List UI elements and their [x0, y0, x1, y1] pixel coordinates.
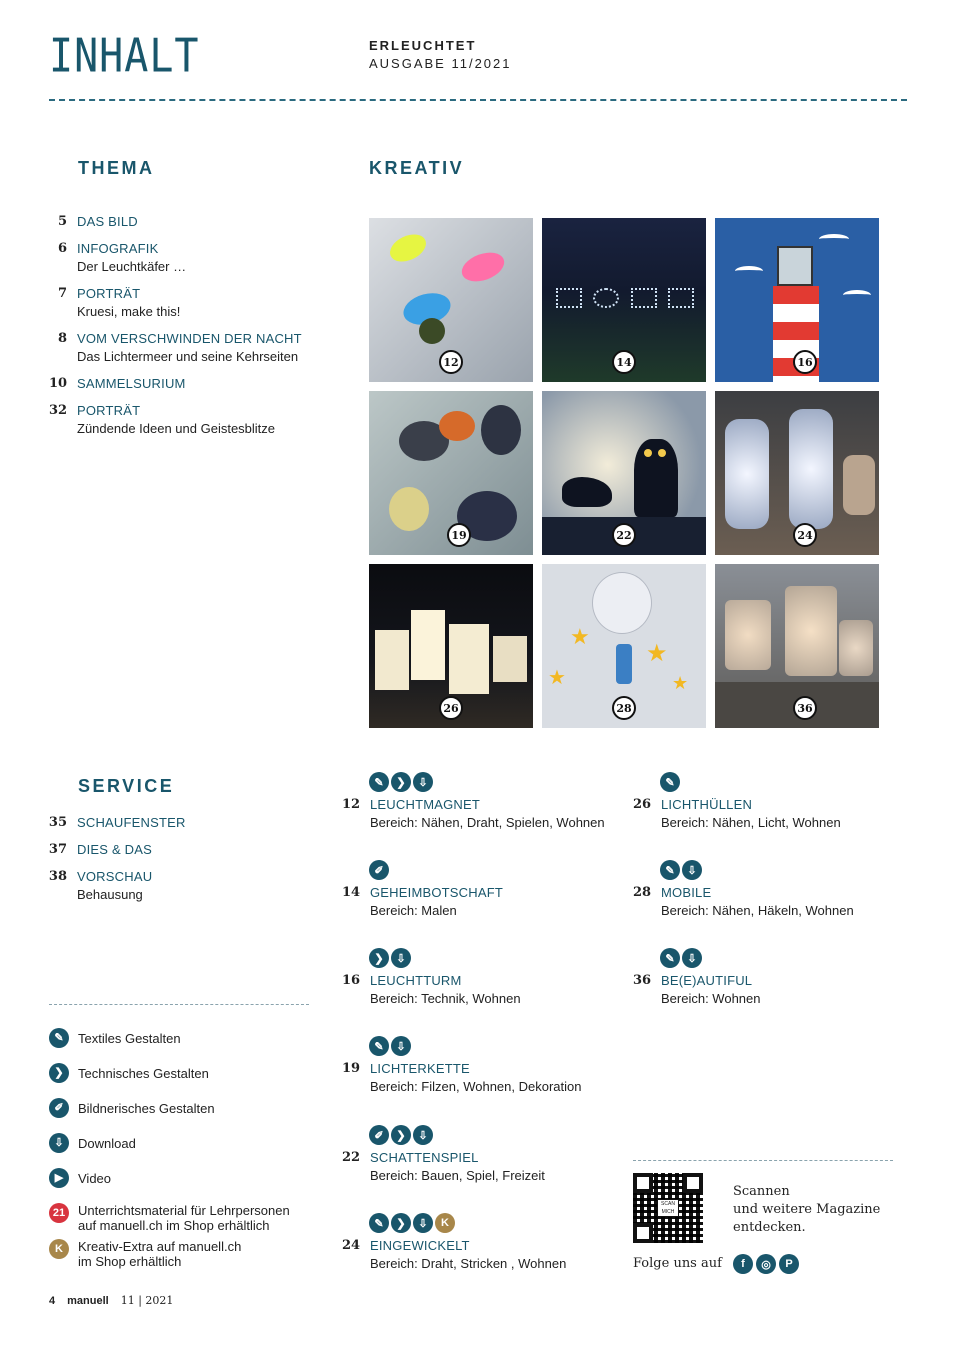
entry-subtitle: Zündende Ideen und Geistesblitze [77, 421, 276, 436]
legend-divider [49, 1004, 309, 1005]
thumb-leuchtturm[interactable] [715, 218, 879, 382]
toc-entry[interactable] [49, 375, 349, 393]
textile-icon: ✎ [660, 772, 680, 792]
textile-icon: ✎ [369, 1213, 389, 1233]
textile-icon: ✎ [369, 1036, 389, 1056]
kreativ-entry[interactable] [633, 948, 933, 1008]
legend-label: Unterrichtsmaterial für Lehrpersonen auf manuell.ch im Shop erhältlich [78, 1203, 290, 1233]
page-title: INHALT [49, 30, 200, 83]
entry-subtitle: Bereich: Bauen, Spiel, Freizeit [370, 1168, 545, 1183]
textile-icon: ✎ [660, 860, 680, 880]
entry-title[interactable]: BE(E)AUTIFUL [661, 973, 753, 988]
page-number: 32 [49, 403, 68, 418]
issue-label: AUSGABE 11/2021 [369, 56, 512, 71]
entry-title[interactable]: DAS BILD [77, 214, 138, 229]
toc-entry[interactable] [49, 330, 349, 366]
visual-icon: ✐ [369, 860, 389, 880]
download-icon: ⇩ [682, 860, 702, 880]
legend-label: Download [78, 1136, 136, 1151]
entry-subtitle: Kruesi, make this! [77, 304, 181, 319]
technical-icon: ❯ [49, 1063, 69, 1083]
entry-title[interactable]: LICHTHÜLLEN [661, 797, 753, 812]
page-number: 16 [342, 973, 361, 988]
entry-title[interactable]: DIES & DAS [77, 842, 152, 857]
entry-subtitle: Der Leuchtkäfer … [77, 259, 187, 274]
page-badge: 12 [439, 350, 463, 374]
kreativ-heading: KREATIV [369, 158, 465, 178]
thumb-eingewickelt[interactable] [715, 391, 879, 555]
social-icons [733, 1254, 799, 1274]
page-number-footer: 4 [49, 1295, 56, 1307]
entry-title[interactable]: PORTRÄT [77, 403, 141, 418]
page-badge: 14 [612, 350, 636, 374]
entry-title[interactable]: LEUCHTTURM [370, 973, 462, 988]
thumb-mobile[interactable] [542, 564, 706, 728]
instagram-icon[interactable]: ◎ [756, 1254, 776, 1274]
download-icon: ⇩ [413, 1125, 433, 1145]
legend-label: Kreativ-Extra auf manuell.ch im Shop erhältlich [78, 1239, 242, 1269]
entry-title[interactable]: VOM VERSCHWINDEN DER NACHT [77, 331, 302, 346]
footer-issue: 11 | 2021 [120, 1294, 174, 1307]
kreativ-entry[interactable] [342, 948, 622, 1008]
legend-label: Textiles Gestalten [78, 1031, 181, 1046]
page-number: 24 [342, 1238, 361, 1253]
entry-title[interactable]: PORTRÄT [77, 286, 141, 301]
download-icon: ⇩ [413, 1213, 433, 1233]
download-icon: ⇩ [413, 772, 433, 792]
page-number: 35 [48, 815, 67, 830]
star-icon: ★ [672, 673, 689, 693]
teaching-material-icon: 21 [49, 1203, 69, 1223]
page-number: 10 [49, 376, 68, 391]
entry-subtitle: Bereich: Wohnen [661, 991, 761, 1006]
page-number: 36 [633, 973, 652, 988]
entry-subtitle: Bereich: Nähen, Draht, Spielen, Wohnen [370, 815, 605, 830]
entry-subtitle: Bereich: Filzen, Wohnen, Dekoration [370, 1079, 582, 1094]
thema-heading: THEMA [78, 158, 155, 178]
download-icon: ⇩ [391, 948, 411, 968]
textile-icon: ✎ [660, 948, 680, 968]
page-number: 19 [342, 1061, 361, 1076]
scan-label: SCAN MICH [657, 1199, 679, 1217]
kreativ-entry[interactable] [633, 860, 933, 920]
kreativ-extra-icon: K [435, 1213, 455, 1233]
thumb-lichterkette[interactable] [369, 391, 533, 555]
entry-subtitle: Bereich: Draht, Stricken , Wohnen [370, 1256, 567, 1271]
toc-entry[interactable] [49, 285, 349, 321]
entry-subtitle: Behausung [77, 887, 143, 902]
thumb-leuchtmagnet[interactable] [369, 218, 533, 382]
entry-title[interactable]: SCHATTENSPIEL [370, 1150, 479, 1165]
entry-subtitle: Bereich: Technik, Wohnen [370, 991, 521, 1006]
legend-label: Bildnerisches Gestalten [78, 1101, 215, 1116]
star-icon: ★ [570, 624, 590, 649]
visual-icon: ✐ [49, 1098, 69, 1118]
service-heading: SERVICE [78, 776, 175, 796]
legend [49, 1028, 329, 1269]
page-number: 5 [57, 214, 67, 229]
video-icon: ▶ [49, 1168, 69, 1188]
service-list [39, 814, 309, 904]
kreativ-entry[interactable] [342, 860, 622, 920]
technical-icon: ❯ [391, 1213, 411, 1233]
page-number: 26 [633, 797, 652, 812]
entry-title[interactable]: SAMMELSURIUM [77, 376, 186, 391]
toc-entry[interactable] [39, 814, 309, 832]
legend-label: Video [78, 1171, 112, 1186]
header-divider [49, 99, 907, 101]
thumb-geheimbotschaft[interactable] [542, 218, 706, 382]
toc-entry[interactable] [49, 402, 349, 438]
legend-label: Technisches Gestalten [78, 1066, 209, 1081]
page-number: 14 [342, 885, 361, 900]
page-badge: 19 [447, 523, 471, 547]
technical-icon: ❯ [391, 1125, 411, 1145]
entry-title[interactable]: LEUCHTMAGNET [370, 797, 481, 812]
toc-entry[interactable] [39, 841, 309, 859]
thema-list [49, 213, 349, 438]
textile-icon: ✎ [369, 772, 389, 792]
page-badge: 26 [439, 696, 463, 720]
entry-title[interactable]: GEHEIMBOTSCHAFT [370, 885, 504, 900]
entry-subtitle: Bereich: Malen [370, 903, 457, 918]
kreativ-entry[interactable] [342, 1125, 622, 1185]
technical-icon: ❯ [369, 948, 389, 968]
textile-icon: ✎ [49, 1028, 69, 1048]
kreativ-entry[interactable] [633, 772, 933, 832]
entry-title[interactable]: MOBILE [661, 885, 712, 900]
toc-entry[interactable] [39, 868, 309, 904]
page-number: 22 [342, 1150, 361, 1165]
footer [49, 1294, 173, 1307]
page-badge: 36 [793, 696, 817, 720]
page-number: 28 [633, 885, 652, 900]
toc-entry[interactable] [49, 213, 349, 231]
toc-entry[interactable] [49, 240, 349, 276]
page-number: 8 [57, 331, 67, 346]
kreativ-entry[interactable] [342, 1213, 622, 1273]
download-icon: ⇩ [49, 1133, 69, 1153]
entry-subtitle: Das Lichtermeer und seine Kehrseiten [77, 349, 299, 364]
page-badge: 16 [793, 350, 817, 374]
download-icon: ⇩ [391, 1036, 411, 1056]
entry-title[interactable]: SCHAUFENSTER [77, 815, 186, 830]
page-badge: 22 [612, 523, 636, 547]
entry-subtitle: Bereich: Nähen, Häkeln, Wohnen [661, 903, 854, 918]
thumb-lichthuellen[interactable] [369, 564, 533, 728]
page-number: 38 [48, 869, 67, 884]
technical-icon: ❯ [391, 772, 411, 792]
facebook-icon[interactable]: f [733, 1254, 753, 1274]
star-icon: ★ [548, 667, 566, 689]
qr-divider [633, 1160, 893, 1161]
entry-title[interactable]: LICHTERKETTE [370, 1061, 470, 1076]
kreativ-extra-icon: K [49, 1239, 69, 1259]
magazine-title: ERLEUCHTET [369, 38, 477, 53]
download-icon: ⇩ [682, 948, 702, 968]
entry-subtitle: Bereich: Nähen, Licht, Wohnen [661, 815, 841, 830]
page-number: 7 [57, 286, 67, 301]
follow-label: Folge uns auf [633, 1256, 722, 1271]
visual-icon: ✐ [369, 1125, 389, 1145]
thumb-beeautiful[interactable] [715, 564, 879, 728]
thumb-schattenspiel[interactable] [542, 391, 706, 555]
qr-code[interactable] [633, 1173, 703, 1243]
page-badge: 28 [612, 696, 636, 720]
pinterest-icon[interactable]: P [779, 1254, 799, 1274]
star-icon: ★ [646, 640, 668, 667]
kreativ-entry[interactable] [342, 772, 622, 832]
kreativ-entry[interactable] [342, 1036, 622, 1096]
entry-title[interactable]: EINGEWICKELT [370, 1238, 470, 1253]
page-number: 12 [342, 797, 361, 812]
page-number: 6 [57, 241, 67, 256]
page-badge: 24 [793, 523, 817, 547]
entry-title[interactable]: INFOGRAFIK [77, 241, 159, 256]
brand-logo: manuell [67, 1295, 109, 1307]
qr-text: Scannen und weitere Magazine entdecken. [733, 1184, 881, 1235]
entry-title[interactable]: VORSCHAU [77, 869, 153, 884]
page-number: 37 [48, 842, 67, 857]
